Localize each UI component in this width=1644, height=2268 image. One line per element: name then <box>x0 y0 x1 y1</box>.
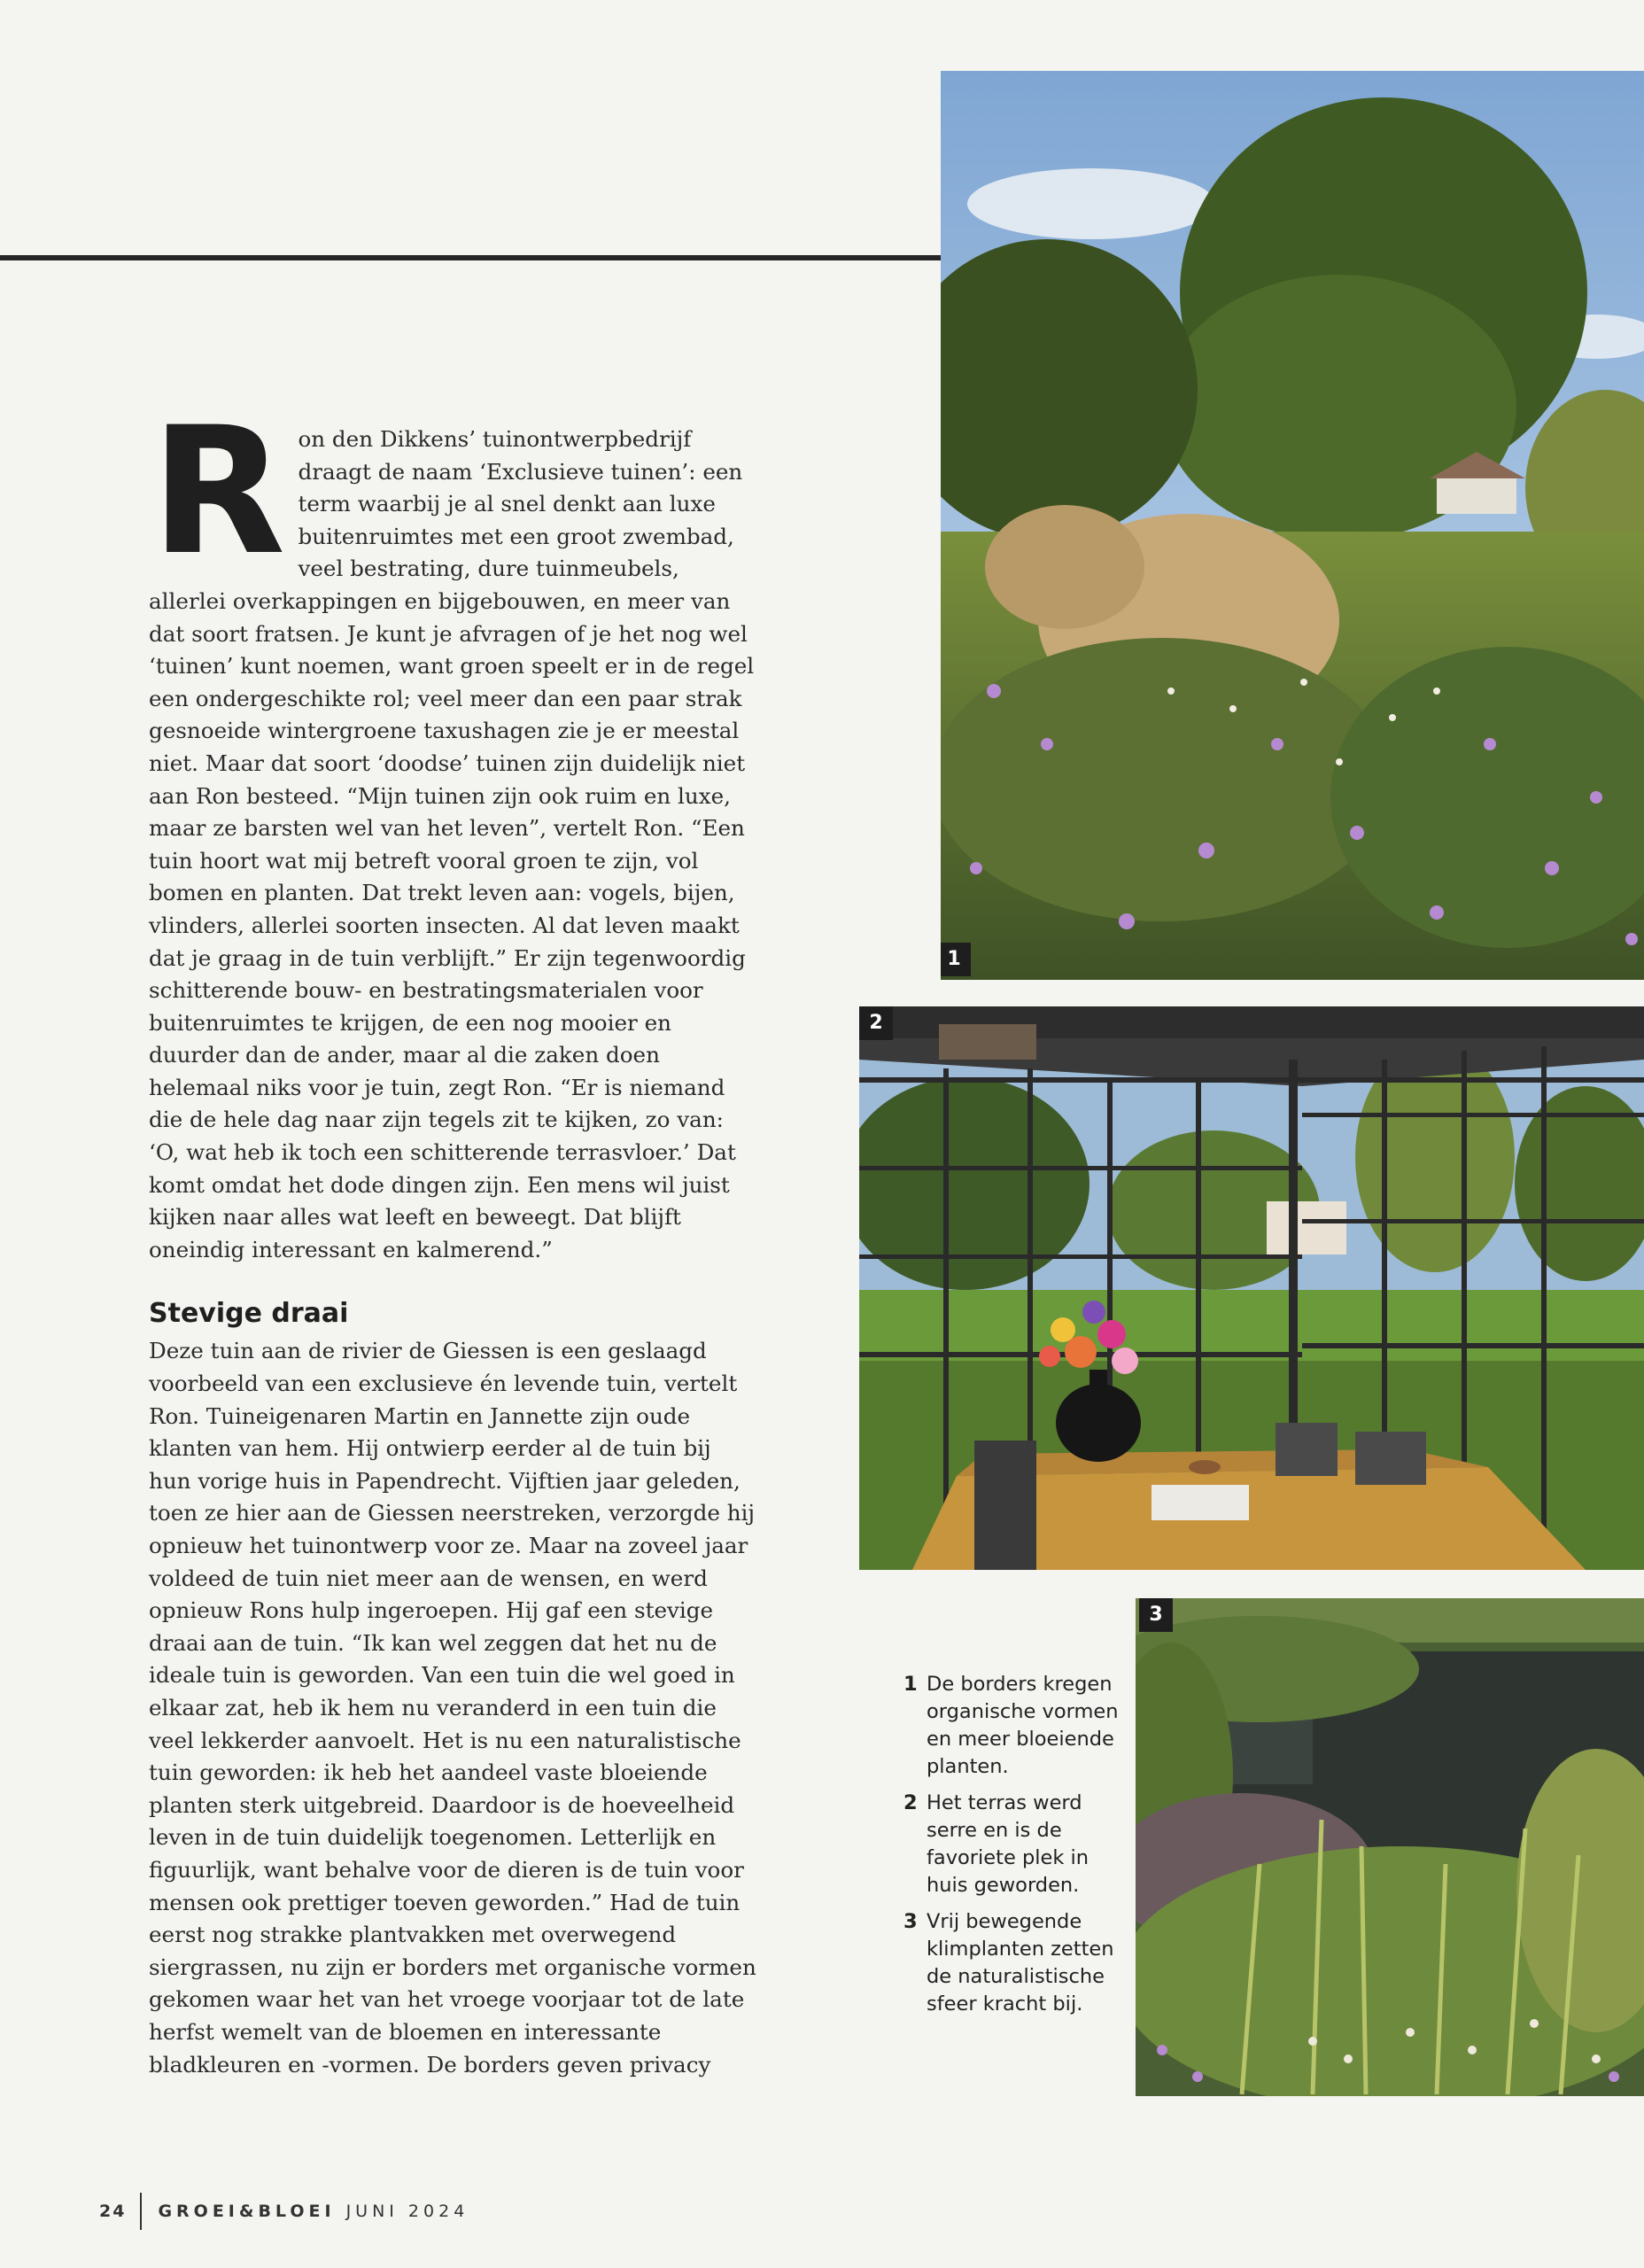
section-subhead: Stevige draai <box>149 1298 349 1330</box>
caption-number: 3 <box>903 1910 918 1933</box>
caption-item <box>903 1790 1123 1899</box>
article-body <box>149 389 760 2081</box>
caption-text: Vrij bewegende klimplanten zetten de naturalistische sfeer kracht bij. <box>927 1910 1114 2016</box>
photo-climbing-plants <box>1136 1598 1644 2096</box>
paragraph-intro-text: on den Dikkens’ tuinontwerpbedrijf draagt de naam ‘Exclusieve tuinen’: een term waarbij je al snel denkt aan luxe buitenruimtes met een groot zwembad, veel bestrating, dure tuinmeubels, allerlei overkappingen en bijgebouwen, en meer van dat soort fratsen. Je kunt je afvragen of je het nog wel ‘tuinen’ kunt noemen, want groen speelt er in de regel een ondergeschikte rol; veel meer dan een paar strak gesnoeide wintergroene taxushagen zie je er meestal niet. Maar dat soort ‘doodse’ tuinen zijn duidelijk niet aan Ron besteed. “Mijn tuinen zijn ook ruim en luxe, maar ze barsten wel van het leven”, vertelt Ron. “Een tuin hoort wat mij betreft vooral groen te zijn, vol bomen en planten. Dat trekt leven aan: vogels, bijen, vlinders, allerlei soorten insecten. Al dat leven maakt dat je graag in de tuin verblijft.” Er zijn tegenwoordig schitterende bouw- en bestratingsmaterialen voor buitenruimtes te krijgen, de een nog mooier en duurder dan de ander, maar al die zaken doen helemaal niks voor je tuin, zegt Ron. “Er is niemand die de hele dag naar zijn tegels zit te kijken, zo van: ‘O, wat heb ik toch een schitterende terrasvloer.’ Dat komt omdat het dode dingen zijn. Een mens wil juist kijken naar alles wat leeft en beweegt. Dat blijft oneindig interessant en kalmerend.” <box>149 426 755 1262</box>
issue-date: JUNI 2024 <box>345 2202 469 2221</box>
caption-item <box>903 1671 1123 1781</box>
caption-text: Het terras werd serre en is de favoriete plek in huis geworden. <box>927 1791 1090 1897</box>
caption-number: 1 <box>903 1673 918 1696</box>
magazine-name: GROEI&BLOEI <box>158 2202 336 2221</box>
drop-cap: R <box>151 389 286 594</box>
paragraph-second: Deze tuin aan de rivier de Giessen is een geslaagd voorbeeld van een exclusieve én levende tuin, vertelt Ron. Tuineigenaren Martin en Jannette zijn oude klanten van hem. Hij ontwierp eerder al de tuin bij hun vorige huis in Papendrecht. Vijftien jaar geleden, toen ze hier aan de Giessen neerstreken, verzorgde hij opnieuw het tuinontwerp voor ze. Maar na zoveel jaar voldeed de tuin niet meer aan de wensen, en werd opnieuw Rons hulp ingeroepen. Hij gaf een stevige draai aan de tuin. “Ik kan wel zeggen dat het nu de ideale tuin is geworden. Van een tuin die wel goed in elkaar zat, heb ik hem nu veranderd in een tuin die veel lekkerder aanvoelt. Het is nu een naturalistische tuin geworden: ik heb het aandeel vaste bloeiende planten sterk uitgebreid. Daardoor is de hoeveelheid leven in de tuin duidelijk toegenomen. Letterlijk en figuurlijk, want behalve voor de dieren is de tuin voor mensen ook prettiger toeven geworden.” Had de tuin eerst nog strakke plantvakken met overwegend siergrassen, nu zijn er borders met organische vormen gekomen waar het van het vroege voorjaar tot de late herfst wemelt van de bloemen en interessante bladkleuren en -vormen. De borders geven privacy <box>149 1338 756 2078</box>
footer-divider <box>140 2193 142 2230</box>
photo-number-badge: 3 <box>1139 1598 1173 1632</box>
garden-border-photo <box>941 71 1644 980</box>
photo-conservatory-terrace <box>859 1006 1644 1570</box>
photo-number-badge: 2 <box>859 1006 893 1040</box>
photo-number-badge: 1 <box>941 943 971 976</box>
caption-item <box>903 1908 1123 2018</box>
caption-text: De borders kregen organische vormen en meer bloeiende planten. <box>927 1673 1119 1778</box>
paragraph-intro <box>149 389 760 1266</box>
page-number: 24 <box>99 2202 127 2221</box>
top-rule <box>0 255 941 260</box>
caption-number: 2 <box>903 1791 918 1814</box>
conservatory-terrace-photo <box>859 1006 1644 1570</box>
photo-garden-border <box>941 71 1644 980</box>
photo-captions <box>903 1671 1123 2027</box>
climbing-plants-photo <box>1136 1598 1644 2096</box>
page-footer <box>99 2192 469 2231</box>
